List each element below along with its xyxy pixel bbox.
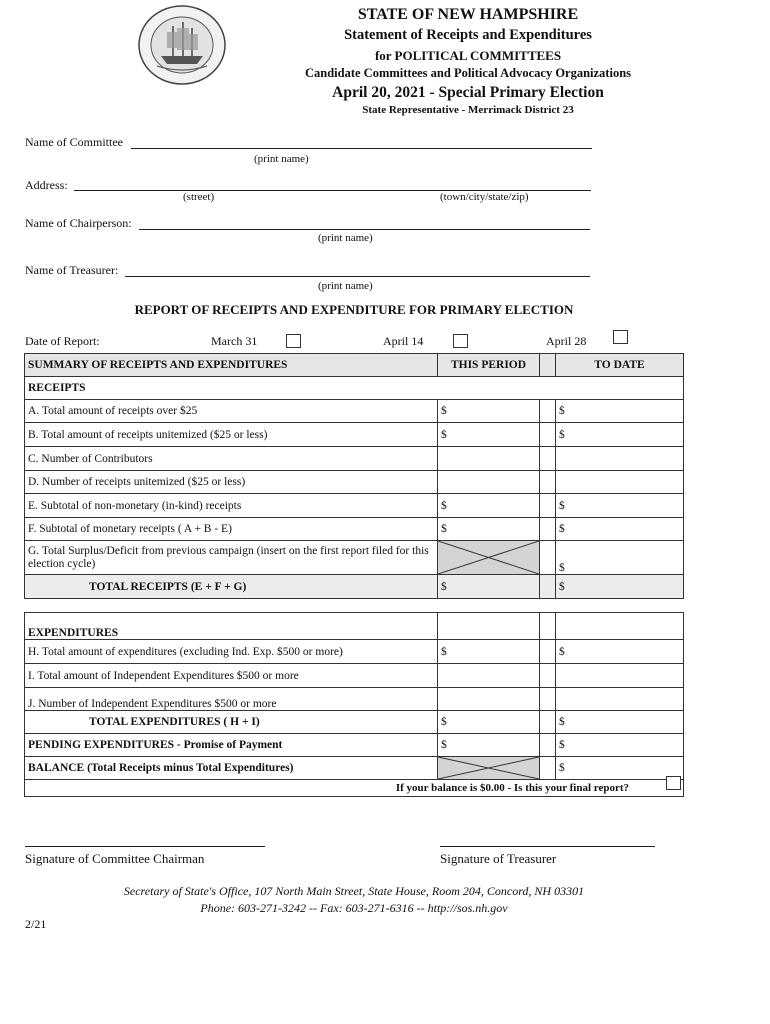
pending-this-period[interactable]: $ — [438, 734, 540, 757]
street-hint: (street) — [183, 191, 215, 203]
expenditures-table — [24, 612, 684, 797]
town-hint: (town/city/state/zip) — [440, 191, 529, 203]
row-h-to-date[interactable]: $ — [556, 640, 684, 664]
row-e-to-date[interactable]: $ — [556, 494, 684, 518]
row-a-label: A. Total amount of receipts over $25 — [25, 400, 438, 423]
chairperson-hint: (print name) — [318, 232, 373, 244]
row-c-label: C. Number of Contributors — [25, 447, 438, 471]
total-receipts-to-date[interactable]: $ — [556, 575, 684, 599]
to-date-header: TO DATE — [556, 354, 684, 377]
row-a-to-date[interactable]: $ — [556, 400, 684, 423]
row-f-label: F. Subtotal of monetary receipts ( A + B - E) — [25, 518, 438, 541]
form-district-line: State Representative - Merrimack District 23 — [362, 104, 574, 116]
row-f-this-period[interactable]: $ — [438, 518, 540, 541]
summary-heading: SUMMARY OF RECEIPTS AND EXPENDITURES — [25, 354, 438, 377]
date-option-march-31-label: March 31 — [211, 334, 258, 348]
row-h-this-period[interactable]: $ — [438, 640, 540, 664]
report-title: REPORT OF RECEIPTS AND EXPENDITURE FOR PRIMARY ELECTION — [134, 302, 574, 317]
treasurer-signature-line[interactable] — [440, 846, 655, 847]
row-b-this-period[interactable]: $ — [438, 423, 540, 447]
final-report-question: If your balance is $0.00 - Is this your final report? — [25, 780, 684, 797]
treasurer-label: Name of Treasurer: — [25, 263, 119, 277]
treasurer-field[interactable] — [125, 276, 590, 277]
form-election-title: April 20, 2021 - Special Primary Election — [332, 84, 604, 101]
balance-this-period-crossed — [438, 757, 540, 780]
row-i-to-date[interactable] — [556, 664, 684, 688]
expenditures-heading: EXPENDITURES — [25, 613, 438, 640]
pending-expenditures-label: PENDING EXPENDITURES - Promise of Payment — [25, 734, 438, 757]
chairperson-field[interactable] — [139, 229, 590, 230]
row-e-this-period[interactable]: $ — [438, 494, 540, 518]
chairman-signature-line[interactable] — [25, 846, 265, 847]
date-option-april-28-checkbox[interactable] — [613, 330, 628, 344]
row-i-this-period[interactable] — [438, 664, 540, 688]
date-option-april-14-label: April 14 — [383, 334, 424, 348]
row-g-label: G. Total Surplus/Deficit from previous campaign (insert on the first report filed for this election cycle) — [25, 541, 438, 575]
row-j-this-period[interactable] — [438, 688, 540, 711]
cross-out-icon — [438, 757, 539, 779]
final-report-checkbox[interactable] — [666, 776, 681, 790]
committee-name-field[interactable] — [131, 148, 592, 149]
row-j-to-date[interactable] — [556, 688, 684, 711]
row-d-label: D. Number of receipts unitemized ($25 or less) — [25, 471, 438, 494]
total-receipts-this-period[interactable]: $ — [438, 575, 540, 599]
committee-name-hint: (print name) — [254, 153, 309, 165]
total-receipts-label: TOTAL RECEIPTS (E + F + G) — [25, 575, 438, 599]
address-label: Address: — [25, 178, 68, 192]
row-g-to-date[interactable]: $ — [556, 541, 684, 575]
footer-address: Secretary of State's Office, 107 North Main Street, State House, Room 204, Concord, NH 03301 — [123, 884, 585, 898]
cross-out-icon — [438, 541, 539, 574]
footer-contact: Phone: 603-271-3242 -- Fax: 603-271-6316 -- http://sos.nh.gov — [200, 901, 508, 915]
row-a-this-period[interactable]: $ — [438, 400, 540, 423]
committee-name-label: Name of Committee — [25, 135, 123, 149]
balance-to-date[interactable]: $ — [556, 757, 684, 780]
chairperson-label: Name of Chairperson: — [25, 216, 132, 230]
total-expenditures-to-date[interactable]: $ — [556, 711, 684, 734]
row-i-label: I. Total amount of Independent Expenditures $500 or more — [25, 664, 438, 688]
form-committees-line: Candidate Committees and Political Advocacy Organizations — [304, 66, 632, 80]
row-d-this-period[interactable] — [438, 471, 540, 494]
total-expenditures-this-period[interactable]: $ — [438, 711, 540, 734]
row-h-label: H. Total amount of expenditures (excluding Ind. Exp. $500 or more) — [25, 640, 438, 664]
row-c-to-date[interactable] — [556, 447, 684, 471]
form-for-line: for POLITICAL COMMITTEES — [374, 48, 562, 63]
row-c-this-period[interactable] — [438, 447, 540, 471]
row-g-this-period-crossed — [438, 541, 540, 575]
treasurer-signature-label: Signature of Treasurer — [440, 851, 557, 866]
state-seal-logo — [137, 4, 227, 86]
row-e-label: E. Subtotal of non-monetary (in-kind) receipts — [25, 494, 438, 518]
date-option-march-31-checkbox[interactable] — [286, 334, 301, 348]
form-statement-title: Statement of Receipts and Expenditures — [344, 27, 592, 43]
receipts-table — [24, 353, 684, 599]
row-b-to-date[interactable]: $ — [556, 423, 684, 447]
row-f-to-date[interactable]: $ — [556, 518, 684, 541]
row-d-to-date[interactable] — [556, 471, 684, 494]
date-option-april-28-label: April 28 — [546, 334, 587, 348]
form-code: 2/21 — [25, 917, 47, 931]
pending-to-date[interactable]: $ — [556, 734, 684, 757]
total-expenditures-label: TOTAL EXPENDITURES ( H + I) — [25, 711, 438, 734]
form-state-title: STATE OF NEW HAMPSHIRE — [357, 6, 579, 23]
date-of-report-label: Date of Report: — [25, 334, 100, 348]
chairman-signature-label: Signature of Committee Chairman — [25, 851, 205, 866]
row-b-label: B. Total amount of receipts unitemized ($25 or less) — [25, 423, 438, 447]
receipts-heading: RECEIPTS — [25, 377, 438, 400]
row-j-label: J. Number of Independent Expenditures $500 or more — [25, 688, 438, 711]
balance-label: BALANCE (Total Receipts minus Total Expenditures) — [25, 757, 438, 780]
treasurer-hint: (print name) — [318, 280, 373, 292]
this-period-header: THIS PERIOD — [438, 354, 540, 377]
date-option-april-14-checkbox[interactable] — [453, 334, 468, 348]
